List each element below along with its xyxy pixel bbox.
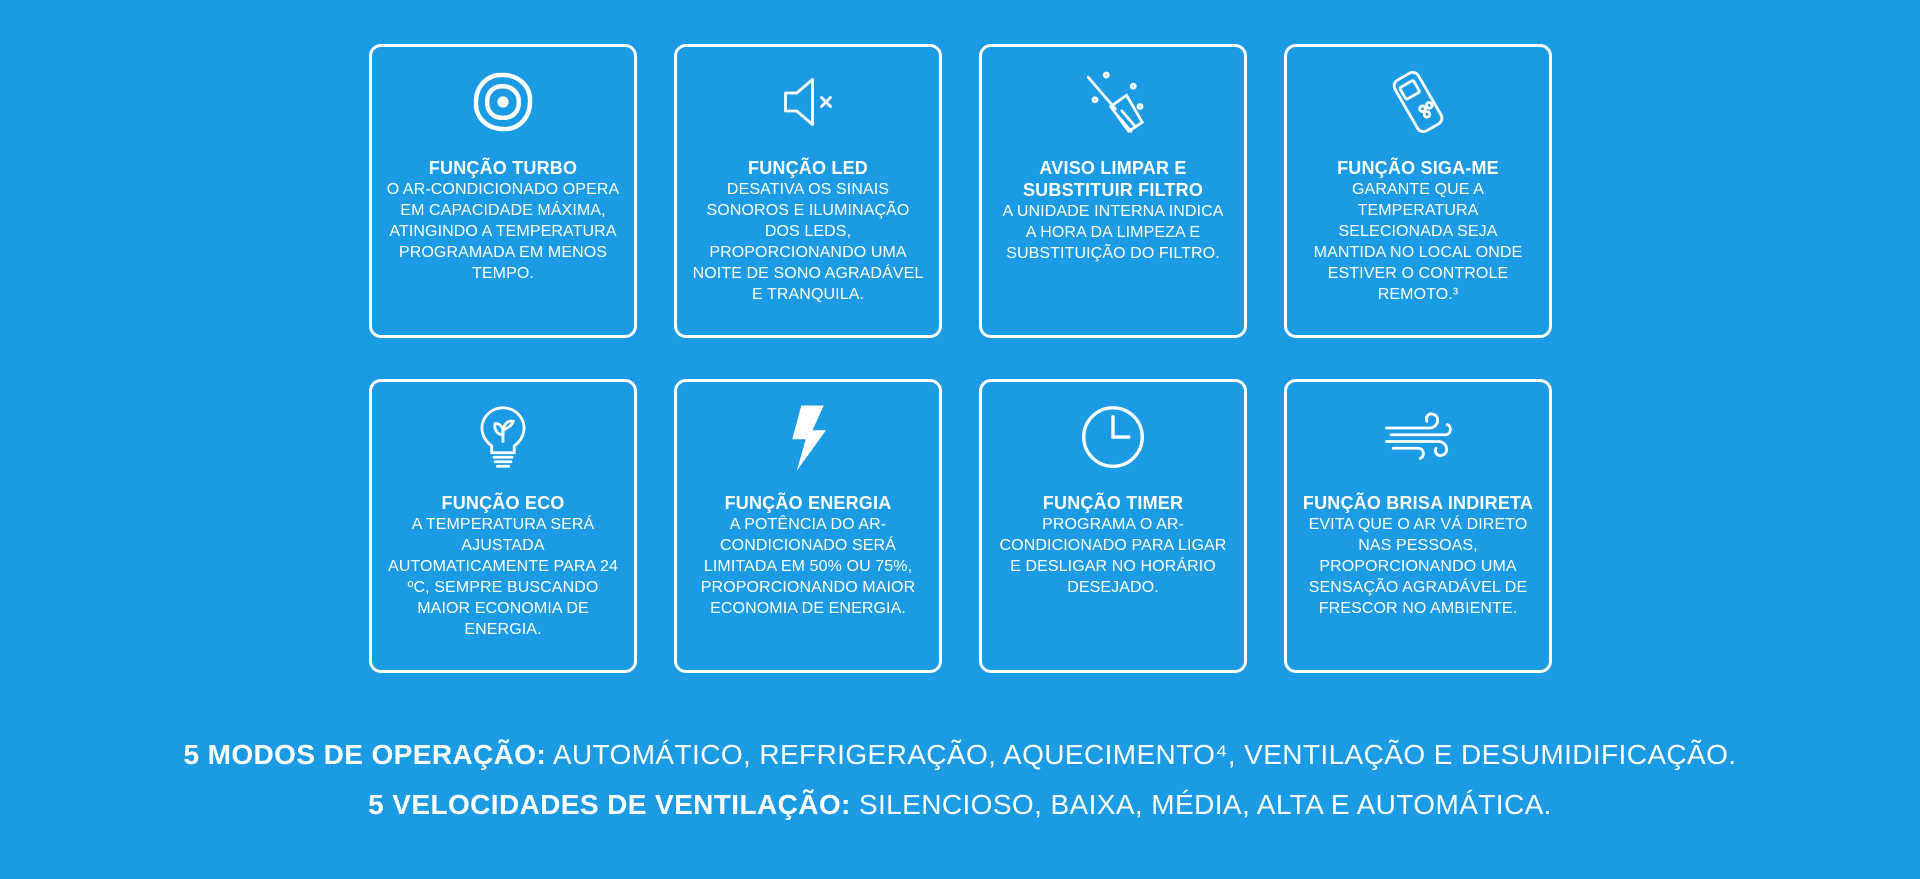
feature-title: FUNÇÃO LED xyxy=(748,158,868,178)
feature-title: FUNÇÃO TIMER xyxy=(1042,493,1184,513)
feature-card-energia xyxy=(674,379,942,673)
feature-card-led xyxy=(674,44,942,338)
feature-title: FUNÇÃO TURBO xyxy=(428,158,578,178)
feature-description: A TEMPERATURA SERÁ AJUSTADA AUTOMATICAMENTE PARA 24 ºC, SEMPRE BUSCANDO MAIOR ECONOMIA DE ENERGIA. xyxy=(388,516,618,638)
feature-description: PROGRAMA O AR-CONDICIONADO PARA LIGAR E DESLIGAR NO HORÁRIO DESEJADO. xyxy=(999,516,1227,596)
feature-description: A UNIDADE INTERNA INDICA A HORA DA LIMPEZA E SUBSTITUIÇÃO DO FILTRO. xyxy=(1002,203,1224,262)
feature-title: FUNÇÃO ECO xyxy=(441,493,565,513)
broom-icon xyxy=(1068,57,1158,147)
ventilation-speeds-line xyxy=(0,788,1920,822)
feature-title: FUNÇÃO ENERGIA xyxy=(724,493,892,513)
feature-title: FUNÇÃO SIGA-ME xyxy=(1337,158,1499,178)
feature-description: DESATIVA OS SINAIS SONOROS E ILUMINAÇÃO DOS LEDS, PROPORCIONANDO UMA NOITE DE SONO AGRADÁVEL E TRANQUILA. xyxy=(692,181,924,303)
feature-card-timer xyxy=(979,379,1247,673)
feature-title: FUNÇÃO BRISA INDIRETA xyxy=(1302,493,1534,513)
feature-description: O AR-CONDICIONADO OPERA EM CAPACIDADE MÁXIMA, ATINGINDO A TEMPERATURA PROGRAMADA EM MENOS TEMPO. xyxy=(386,181,620,282)
operation-modes-text: AUTOMÁTICO, REFRIGERAÇÃO, AQUECIMENTO⁴, VENTILAÇÃO E DESUMIDIFICAÇÃO. xyxy=(546,739,1737,770)
lightning-icon xyxy=(763,392,853,482)
remote-control-icon xyxy=(1373,57,1463,147)
feature-description: GARANTE QUE A TEMPERATURA SELECIONADA SEJA MANTIDA NO LOCAL ONDE ESTIVER O CONTROLE REMOTO.³ xyxy=(1313,181,1523,303)
wind-icon xyxy=(1373,392,1463,482)
ventilation-speeds-label: 5 VELOCIDADES DE VENTILAÇÃO: xyxy=(368,789,851,820)
feature-card-siga-me xyxy=(1284,44,1552,338)
operation-modes-label: 5 MODOS DE OPERAÇÃO: xyxy=(183,739,547,770)
features-grid xyxy=(369,44,1552,673)
operation-modes-line xyxy=(0,738,1920,772)
feature-card-filter xyxy=(979,44,1247,338)
clock-icon xyxy=(1068,392,1158,482)
feature-card-brisa xyxy=(1284,379,1552,673)
feature-description: A POTÊNCIA DO AR-CONDICIONADO SERÁ LIMITADA EM 50% OU 75%, PROPORCIONANDO MAIOR ECONOMIA DE ENERGIA. xyxy=(700,516,916,617)
turbo-swirl-icon xyxy=(458,57,548,147)
feature-card-turbo xyxy=(369,44,637,338)
ventilation-speeds-text: SILENCIOSO, BAIXA, MÉDIA, ALTA E AUTOMÁTICA. xyxy=(850,789,1552,820)
feature-description: EVITA QUE O AR VÁ DIRETO NAS PESSOAS, PROPORCIONANDO UMA SENSAÇÃO AGRADÁVEL DE FRESCOR NO AMBIENTE. xyxy=(1308,516,1528,617)
speaker-mute-icon xyxy=(763,57,853,147)
feature-card-eco xyxy=(369,379,637,673)
feature-title: AVISO LIMPAR E SUBSTITUIR FILTRO xyxy=(1022,158,1204,200)
eco-bulb-icon xyxy=(458,392,548,482)
